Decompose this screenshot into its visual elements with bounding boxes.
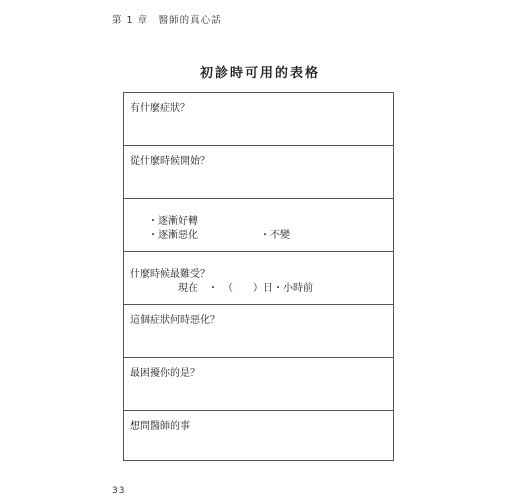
answer-worst-time: 現在 ・ （ ）日・小時前 [178,283,313,294]
page-number: 33 [112,486,126,496]
question-symptoms: 有什麼症狀？ [130,103,190,114]
form-row-progress [124,199,393,252]
question-aggravation: 這個症狀何時惡化？ [130,315,220,326]
question-main-concern: 最困擾你的是？ [130,368,200,379]
question-doctor-questions: 想問醫師的事 [130,421,190,432]
form-row-aggravation [124,305,393,358]
page-title: 初診時可用的表格 [199,66,320,81]
form-row-doctor-questions [124,411,393,462]
chapter-header: 第 1 章 醫師的真心話 [112,15,222,26]
form-row-main-concern [124,358,393,411]
option-unchanged: ・不變 [260,230,290,241]
form-row-symptoms [124,93,393,146]
question-onset: 從什麼時候開始？ [130,156,210,167]
question-worst-time: 什麼時候最難受？ [130,269,210,280]
intake-form-table [123,92,394,461]
form-row-worst-time [124,252,393,305]
option-worsening: ・逐漸惡化 [148,230,198,241]
option-improving: ・逐漸好轉 [148,216,198,227]
form-row-onset [124,146,393,199]
